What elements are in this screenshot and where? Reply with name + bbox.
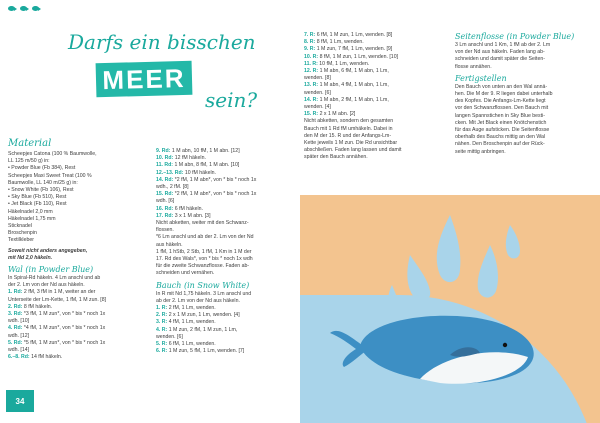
instruction-row <box>156 155 301 162</box>
instruction-row <box>304 104 444 111</box>
bauch-rows <box>156 305 301 355</box>
row-label: 8. R: <box>304 39 316 46</box>
row-text: wdh. [14] <box>8 347 30 354</box>
instruction-row <box>304 82 444 89</box>
splash-drop-icon <box>506 225 520 258</box>
row-text: 1 M abn, 8 fM, 1 M abn. [10] <box>174 162 240 169</box>
instruction-row <box>156 227 301 234</box>
instruction-row <box>304 147 444 154</box>
instruction-row <box>156 334 301 341</box>
fertigstellen-line: nähen. Den Broschenpin auf der Rück- <box>455 141 545 148</box>
row-text: Nicht abketten, sondern den gesamten <box>304 118 394 125</box>
material-heading: Material <box>8 138 52 149</box>
row-label: 5. Rd: <box>8 339 23 346</box>
instruction-row <box>156 162 301 169</box>
row-text: flossen. <box>156 227 174 234</box>
material-note-2: mit Nd 2,0 häkeln. <box>8 254 53 261</box>
fish-icon <box>8 6 17 11</box>
row-text: 1 M abn, 2 fM, 1 M abn, 1 Lm, <box>319 96 389 103</box>
material-line: Broschenpin <box>8 230 37 237</box>
row-label: 2. R: <box>156 312 168 319</box>
row-label: 16. Rd: <box>156 205 174 212</box>
material-line: Scheepjes Catona (100 % Baumwolle, <box>8 151 97 157</box>
row-text: aus häkeln. <box>156 241 183 248</box>
instruction-row <box>156 184 301 191</box>
row-label: 12. R: <box>304 68 319 75</box>
column-3 <box>304 32 444 162</box>
instruction-row <box>156 177 301 184</box>
material-line: Baumwolle, LL 140 m/25 g) in: <box>8 179 78 186</box>
bauch-intro <box>156 291 301 305</box>
instruction-row <box>8 333 148 340</box>
seitenflosse-line: flosse annähen. <box>455 63 492 70</box>
row-text: 1 M zun, 5 fM, 1 Lm, wenden. [7] <box>168 348 245 355</box>
bauch-intro-line: ab der 2. Lm von der Nd aus häkeln. <box>156 297 240 304</box>
row-label: 7. R: <box>304 32 316 38</box>
splash-drop-icon <box>437 215 461 282</box>
instruction-row <box>304 97 444 104</box>
row-text: *5 fM, 1 M zun*, von * bis * noch 1x <box>23 339 106 346</box>
material-line: Häkelnadel 2,0 mm <box>8 208 53 215</box>
row-text: wdh. [10] <box>8 318 30 325</box>
page-number: 34 <box>6 390 34 412</box>
instruction-row <box>8 354 148 361</box>
seitenflosse-line: schneiden und damit später die Seiten- <box>455 56 545 63</box>
instruction-row <box>156 270 301 277</box>
seitenflosse-text <box>455 42 595 71</box>
row-text: 10 fM, 1 Lm, wenden. <box>319 60 370 67</box>
instruction-row <box>8 297 148 304</box>
row-text: 6 fM häkeln. <box>174 205 204 212</box>
row-label: 17. Rd: <box>156 212 174 219</box>
whale-photo <box>300 195 600 423</box>
row-text: für die zweite Schwanzflosse. Faden ab- <box>156 263 250 270</box>
row-label: 4. Rd: <box>8 325 23 332</box>
splash-drop-icon <box>388 285 400 317</box>
row-text: schneiden und vernähen. <box>156 270 215 277</box>
row-text: 2 x 1 M zun, 1 Lm, wenden. [4] <box>168 312 240 319</box>
wal-heading: Wal (in Powder Blue) <box>8 265 94 275</box>
instruction-row <box>304 39 444 46</box>
row-text: wenden. [8] <box>304 75 331 82</box>
fertigstellen-line: seite mittig anbringen. <box>455 148 506 155</box>
material-line: Scheepjes Maxi Sweet Treat (100 % <box>8 172 92 179</box>
row-text: wenden. [4] <box>304 104 331 111</box>
instruction-row <box>156 148 301 155</box>
row-text: Unterseite der Lm-Kette, 1 fM, 1 M zun. [8] <box>8 296 107 303</box>
fertigstellen-line: hen. Die M der 9. R liegen dabei unterhalb <box>455 91 553 98</box>
splash-drop-icon <box>478 245 498 298</box>
row-text: 14 fM häkeln. <box>31 354 63 361</box>
row-text: 2 x 1 M abn. [2] <box>319 111 356 118</box>
instruction-row <box>304 54 444 61</box>
row-text: *4 fM, 1 M zun*, von * bis * noch 1x <box>23 325 106 332</box>
instruction-row <box>156 198 301 205</box>
row-label: 15. Rd: <box>156 191 174 198</box>
instruction-row <box>156 170 301 177</box>
fertigstellen-line: langen Spannstichen in Sky Blue besti- <box>455 112 545 119</box>
wal-intro-line: der 2. Lm von der Nd aus häkeln. <box>8 282 85 289</box>
row-text: *2 fM, 1 M abn*, von * bis * noch 1x <box>174 191 257 198</box>
row-text: 8 fM, 1 M zun, 1 Lm, wenden. [10] <box>319 53 399 60</box>
title-meer: MEER <box>102 62 186 95</box>
fertigstellen-line: vor den Schwanzflossen. Den Bauch mit <box>455 105 549 112</box>
material-line: Textilkleber <box>8 237 34 244</box>
row-text: Bauch mit 1 Rd fM umhäkeln. Dabei in <box>304 125 393 132</box>
instruction-row <box>156 312 301 319</box>
row-text: *2 fM, 1 M abn*, von * bis * noch 1x <box>174 176 257 183</box>
seitenflosse-heading: Seitenflosse (in Powder Blue) <box>455 32 575 41</box>
instruction-row <box>156 191 301 198</box>
row-label: 14. Rd: <box>156 176 174 183</box>
instruction-row <box>8 318 148 325</box>
material-line: Sticknadel <box>8 223 32 230</box>
row-text: 1 M zun, 2 fM, 1 M zun, 1 Lm, <box>168 326 238 333</box>
fertigstellen-text <box>455 84 595 156</box>
fish-icon <box>20 6 29 11</box>
col3-rows <box>304 32 444 162</box>
row-label: 14. R: <box>304 96 319 103</box>
material-line: • Jet Black (Fb 110), Rest <box>8 201 67 208</box>
row-text: den M der 15. R und der Anfangs-Lm- <box>304 132 392 139</box>
row-text: wenden. [6] <box>156 333 183 340</box>
fish-decoration <box>8 6 41 11</box>
instruction-row <box>304 154 444 161</box>
row-label: 10. Rd: <box>156 155 174 162</box>
wal-rows <box>8 289 148 361</box>
row-text: *3 fM, 1 M zun*, von * bis * noch 1x <box>23 311 106 318</box>
instruction-row <box>156 249 301 256</box>
instruction-row <box>304 46 444 53</box>
wal-intro <box>8 275 148 289</box>
instruction-row <box>8 340 148 347</box>
row-text: 12 fM häkeln. <box>174 155 206 162</box>
material-line: Häkelnadel 1,75 mm <box>8 215 56 222</box>
row-label: 5. R: <box>156 341 168 348</box>
instruction-row <box>304 111 444 118</box>
material-line: • Snow White (Fb 106), Rest <box>8 187 74 194</box>
row-text: 10 fM häkeln. <box>184 169 217 176</box>
row-text: 2 fM, 1 Lm, wenden. <box>168 305 216 312</box>
column-4 <box>455 32 595 156</box>
instruction-row <box>156 220 301 227</box>
row-text: *6 Lm anschl und ab der 2. Lm von der Nd <box>156 234 254 241</box>
row-text: 6 fM, 1 M zun, 1 Lm, wenden. [8] <box>316 32 393 38</box>
row-text: später den Bauch annähen. <box>304 154 368 161</box>
row-text: 4 fM, 1 Lm, wenden. <box>168 319 216 326</box>
column-2 <box>156 148 301 355</box>
row-label: 6. R: <box>156 348 168 355</box>
row-text: 8 fM häkeln. <box>23 303 53 310</box>
row-label: 3. Rd: <box>8 311 23 318</box>
instruction-row <box>156 213 301 220</box>
row-text: 6 fM, 1 Lm, wenden. <box>168 341 216 348</box>
seitenflosse-line: 3 Lm anschl und 1 Km, 1 fM ab der 2. Lm <box>455 42 551 48</box>
whale-illustration <box>300 195 600 423</box>
instruction-row <box>156 234 301 241</box>
title-line-1: Darfs ein bisschen <box>68 30 256 54</box>
instruction-row <box>156 341 301 348</box>
instruction-row <box>156 305 301 312</box>
instruction-row <box>304 140 444 147</box>
title-meer-banner <box>96 61 193 98</box>
fertigstellen-line: oberhalb des Bauchs mittig an den Wal <box>455 134 546 141</box>
row-label: 3. R: <box>156 319 168 326</box>
instruction-row <box>304 126 444 133</box>
material-line: • Powder Blue (Fb 384), Rest <box>8 165 76 172</box>
instruction-row <box>304 75 444 82</box>
instruction-row <box>8 347 148 354</box>
row-text: abschließen. Faden lang lassen und damit <box>304 147 402 154</box>
bauch-heading: Bauch (in Snow White) <box>156 280 250 290</box>
row-label: 12.–13. Rd: <box>156 169 184 176</box>
instruction-row <box>8 325 148 332</box>
row-label: 2. Rd: <box>8 303 23 310</box>
row-text: wenden. [6] <box>304 89 331 96</box>
instruction-row <box>304 61 444 68</box>
row-label: 1. Rd: <box>8 289 23 296</box>
row-text: wdh., 2 fM. [8] <box>156 184 189 191</box>
row-label: 1. R: <box>156 305 168 312</box>
instruction-row <box>8 311 148 318</box>
instruction-row <box>156 348 301 355</box>
row-label: 11. R: <box>304 60 318 67</box>
wal-intro-line: In Spiral-Rd häkeln. 4 Lm anschl und ab <box>8 275 101 282</box>
row-text: 8 fM, 1 Lm, wenden. <box>316 39 364 46</box>
row-label: 10. R: <box>304 53 319 60</box>
instruction-row <box>156 263 301 270</box>
instruction-row <box>156 256 301 263</box>
instruction-row <box>304 68 444 75</box>
instruction-row <box>156 327 301 334</box>
instruction-row <box>304 133 444 140</box>
row-label: 6.–8. Rd: <box>8 354 30 361</box>
row-text: 1 M abn, 4 fM, 1 M abn, 1 Lm, <box>319 82 389 89</box>
row-text: 1 fM, 1 hStb, 2 Stb, 1 fM, 1 Km in 1 M der <box>156 248 252 255</box>
row-text: 17. Rd des Wals*, von * bis * noch 1x wdh <box>156 256 253 263</box>
seitenflosse-line: von der Nd aus häkeln. Faden lang ab- <box>455 49 545 56</box>
row-label: 4. R: <box>156 326 168 333</box>
row-text: 3 x 1 M abn. [3] <box>174 212 211 219</box>
row-text: Kette jeweils 1 M zun. Die Rd unsichtbar <box>304 140 398 147</box>
title-line-2: sein? <box>205 88 258 112</box>
whale-eye-icon <box>503 343 507 347</box>
material-line: • Sky Blue (Fb 510), Rest <box>8 194 67 201</box>
row-label: 9. R: <box>304 46 316 53</box>
instruction-row <box>304 32 444 39</box>
material-line: LL 125 m/50 g) in: <box>8 158 50 165</box>
row-label: 13. R: <box>304 82 319 89</box>
splash-drop-icon <box>407 255 430 301</box>
row-text: wdh. [12] <box>8 332 30 339</box>
row-text: 1 M abn, 10 fM, 1 M abn. [12] <box>171 148 240 154</box>
material-list <box>8 151 148 245</box>
row-label: 11. Rd: <box>156 162 174 169</box>
whale-tail-icon <box>330 331 366 367</box>
row-label: 9. Rd: <box>156 148 171 154</box>
fertigstellen-line: cken. Mit Jet Black einen Knötchenstich <box>455 119 547 126</box>
row-label: 15. R: <box>304 111 319 118</box>
fertigstellen-line: des Kopfes. Die Anfangs-Lm-Kette liegt <box>455 98 546 105</box>
row-text: 1 M abn, 6 fM, 1 M abn, 1 Lm, <box>319 68 389 75</box>
fish-icon <box>32 6 41 11</box>
instruction-row <box>8 289 148 296</box>
fertigstellen-line: Den Bauch von unten an den Wal annä- <box>455 83 548 90</box>
fertigstellen-line: für das Auge aufsticken. Die Seitenflosse <box>455 127 550 134</box>
instruction-row <box>304 90 444 97</box>
fertigstellen-heading: Fertigstellen <box>455 73 507 83</box>
row-text: wdh. [6] <box>156 198 175 205</box>
instruction-row <box>8 304 148 311</box>
instruction-row <box>156 242 301 249</box>
instruction-row <box>304 118 444 125</box>
column-1 <box>8 138 148 361</box>
material-note-1: Soweit nicht anders angegeben, <box>8 247 88 254</box>
row-text: Nicht abketten, weiter mit den Schwanz- <box>156 220 249 227</box>
col2-rows <box>156 148 301 278</box>
row-text: 2 fM, 3 fM in 1 M, weiter an der <box>23 289 96 296</box>
bauch-intro-line: In R mit Nd 1,75 häkeln. 3 Lm anschl und <box>156 290 252 297</box>
instruction-row <box>156 319 301 326</box>
instruction-row <box>156 206 301 213</box>
row-text: 1 M zun, 7 fM, 1 Lm, wenden. [9] <box>316 46 393 53</box>
